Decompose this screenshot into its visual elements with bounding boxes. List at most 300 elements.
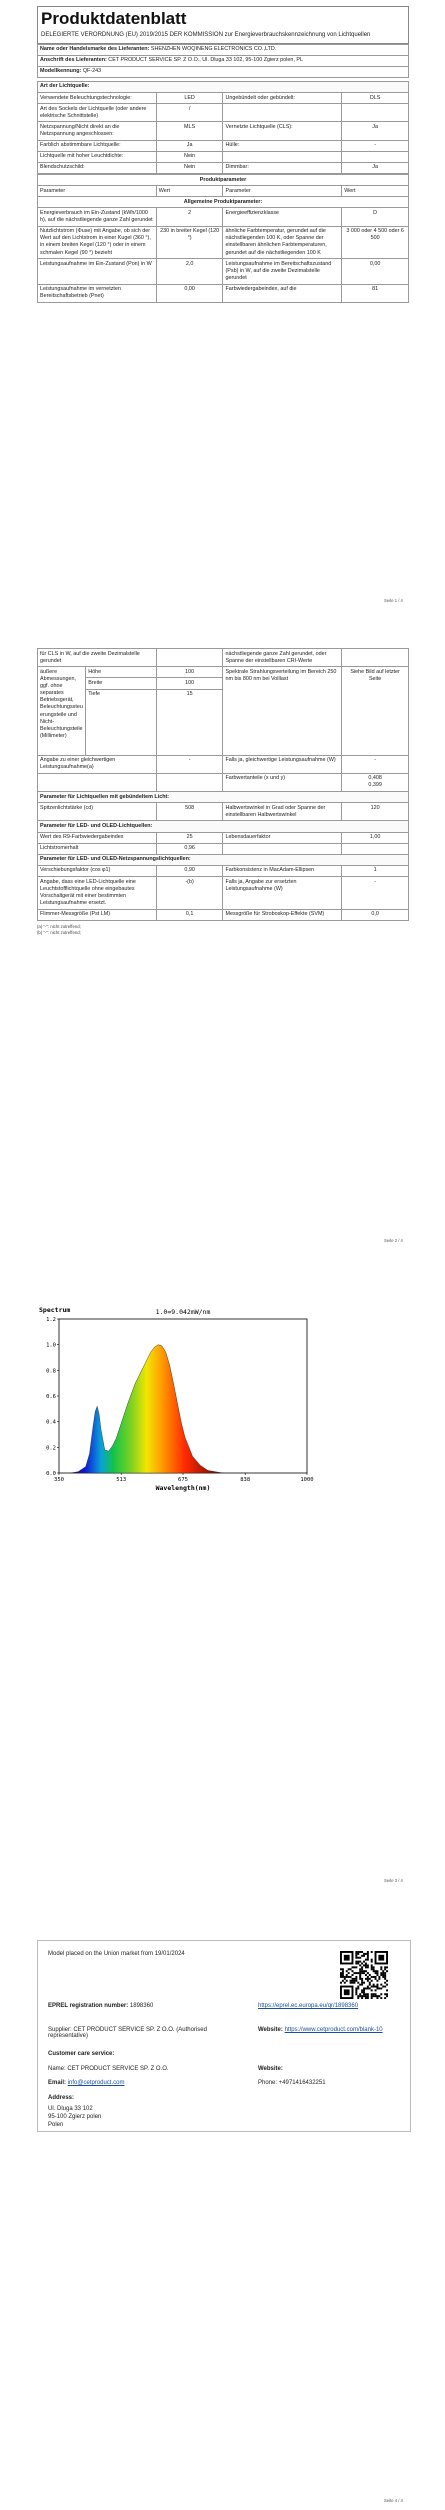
y-tick-label: 0.4 — [46, 1419, 56, 1426]
qr-module — [361, 1978, 363, 1980]
cell: Höhe — [86, 667, 156, 678]
page-2 — [37, 648, 409, 937]
cell: 2 — [156, 208, 223, 226]
qr-module — [384, 1982, 386, 1984]
qr-module — [367, 1957, 369, 1959]
cell: Leistungsaufnahme im Ein-Zustand (Pon) in W — [38, 259, 157, 284]
qr-module — [380, 1997, 382, 1999]
cell: 0,408 0,399 — [342, 773, 409, 791]
qr-module — [363, 1955, 365, 1957]
qr-finder — [378, 1955, 384, 1961]
qr-module — [353, 1982, 355, 1984]
qr-module — [348, 1968, 350, 1970]
qr-module — [386, 1995, 388, 1997]
qr-module — [355, 1989, 357, 1991]
address-line: Ul. Dluga 33 102 — [48, 2106, 93, 2112]
qr-module — [355, 1957, 357, 1959]
product-parameters-table — [37, 174, 409, 303]
cell: Leistungsaufnahme im vernetzten Bereitschaftsbetrieb (Pnet) — [38, 284, 157, 302]
cell: 0,1 — [156, 909, 223, 920]
eprel-label: EPREL registration number: — [48, 2003, 129, 2009]
qr-module — [346, 1980, 348, 1982]
qr-module — [340, 1974, 342, 1976]
qr-module — [340, 1968, 342, 1970]
qr-module — [353, 1980, 355, 1982]
light-source-type-table — [37, 81, 409, 174]
cell: 120 — [342, 803, 409, 821]
qr-module — [342, 1970, 344, 1972]
cell: 0,0 — [342, 909, 409, 920]
qr-module — [369, 1982, 371, 1984]
qr-module — [367, 1951, 369, 1953]
qr-module — [363, 1987, 365, 1989]
qr-module — [353, 1966, 355, 1968]
cell: Farbwiedergabeindex, auf die — [223, 284, 342, 302]
qr-module — [361, 1968, 363, 1970]
qr-module — [384, 1974, 386, 1976]
qr-module — [355, 1966, 357, 1968]
cell — [223, 104, 342, 122]
qr-module — [375, 1986, 377, 1988]
page-number: Seite 4 / 4 — [384, 2498, 403, 2503]
cell: Spektrale Strahlungsverteilung im Bereich 250 nm bis 800 nm bei Volllast — [223, 667, 342, 755]
cell: 0,96 — [156, 843, 223, 854]
qr-module — [373, 1966, 375, 1968]
qr-module — [367, 1980, 369, 1982]
cell: Wert des R9-Farbwiedergabeindex — [38, 832, 157, 843]
qr-module — [365, 1995, 367, 1997]
qr-module — [378, 1978, 380, 1980]
qr-module — [384, 1968, 386, 1970]
qr-module — [363, 1970, 365, 1972]
page-number: Seite 3 / 4 — [384, 1878, 403, 1883]
qr-module — [361, 1995, 363, 1997]
cell: Blendschutzschild: — [38, 162, 157, 173]
y-tick-label: 1.0 — [46, 1342, 56, 1349]
table-row — [38, 226, 409, 259]
qr-module — [369, 1978, 371, 1980]
section-header: Parameter für Lichtquellen mit gebündeltem Licht: — [38, 792, 409, 803]
cell: DLS — [342, 93, 409, 104]
qr-module — [352, 1982, 354, 1984]
model-label: Modellkennung: — [40, 68, 82, 75]
qr-module — [355, 1953, 357, 1955]
cell: 1 — [342, 865, 409, 876]
qr-module — [380, 1974, 382, 1976]
qr-module — [361, 1989, 363, 1991]
qr-module — [371, 1976, 373, 1978]
chart-title: 1.0=9.042mW/nm — [155, 1308, 211, 1316]
cell: Farbkonsistenz in MacAdam-Ellipsen — [223, 865, 342, 876]
qr-module — [365, 1974, 367, 1976]
qr-module — [369, 1984, 371, 1986]
qr-code — [340, 1951, 388, 1999]
qr-module — [382, 1972, 384, 1974]
qr-module — [340, 1982, 342, 1984]
cell — [223, 151, 342, 162]
qr-module — [361, 1972, 363, 1974]
cell: Nein — [156, 162, 223, 173]
cell: nächstliegende ganze Zahl gerundet, oder Spanne der einstellbaren CRI-Werte — [223, 649, 342, 667]
qr-module — [363, 1995, 365, 1997]
x-tick-label: 838 — [240, 1477, 251, 1483]
page-number: Seite 1 / 4 — [384, 598, 403, 603]
cell: 100 — [156, 667, 223, 678]
email-label: Email: — [48, 2080, 67, 2086]
qr-module — [363, 1989, 365, 1991]
qr-module — [367, 1964, 369, 1966]
qr-module — [355, 1963, 357, 1965]
col-header: Wert — [342, 186, 409, 197]
qr-module — [384, 1972, 386, 1974]
cell: Leistungsaufnahme im Bereitschaftszustand (Psb) in W, auf die zweite Dezimalstelle gerundet — [223, 259, 342, 284]
qr-module — [367, 1997, 369, 1999]
qr-module — [359, 1951, 361, 1953]
doc-title: Produktdatenblatt — [37, 6, 409, 31]
cell: Spitzenlichtstärke (cd) — [38, 803, 157, 821]
qr-module — [352, 1966, 354, 1968]
qr-module — [346, 1976, 348, 1978]
eprel-info — [37, 1940, 411, 2132]
qr-module — [344, 1982, 346, 1984]
qr-module — [367, 1995, 369, 1997]
qr-module — [371, 1986, 373, 1988]
qr-module — [346, 1974, 348, 1976]
product-parameters-header: Produktparameter — [38, 175, 409, 186]
qr-module — [371, 1968, 373, 1970]
qr-module — [352, 1974, 354, 1976]
col-header: Wert — [156, 186, 223, 197]
cell: Verschiebungsfaktor (cos φ1) — [38, 865, 157, 876]
qr-module — [386, 1993, 388, 1995]
qr-module — [384, 1997, 386, 1999]
section-header: Parameter für LED- und OLED-Netzspannungslichtquellen: — [38, 854, 409, 865]
qr-module — [384, 1978, 386, 1980]
cell — [342, 104, 409, 122]
qr-module — [367, 1978, 369, 1980]
qr-module — [373, 1986, 375, 1988]
cell: Tiefe — [86, 689, 156, 755]
qr-module — [350, 1968, 352, 1970]
cell: Ja — [156, 140, 223, 151]
qr-module — [382, 1974, 384, 1976]
qr-module — [348, 1976, 350, 1978]
cell: D — [342, 208, 409, 226]
table-row — [38, 773, 409, 791]
qr-module — [342, 1972, 344, 1974]
qr-module — [352, 1978, 354, 1980]
cell: Farbwertanteile (x und y) — [223, 773, 342, 791]
qr-module — [357, 1997, 359, 1999]
cell: - — [342, 877, 409, 910]
table-row — [38, 865, 409, 876]
qr-module — [355, 1987, 357, 1989]
qr-module — [378, 1976, 380, 1978]
cell: LED — [156, 93, 223, 104]
table-row — [38, 803, 409, 821]
x-tick-label: 1000 — [300, 1477, 314, 1483]
qr-module — [361, 1984, 363, 1986]
qr-module — [376, 1986, 378, 1988]
qr-module — [386, 1984, 388, 1986]
cell: Lichtstromerhalt — [38, 843, 157, 854]
qr-module — [357, 1953, 359, 1955]
qr-module — [365, 1966, 367, 1968]
qr-module — [376, 1995, 378, 1997]
cell: Lichtquelle mit hoher Leuchtdichte: — [38, 151, 157, 162]
qr-module — [359, 1972, 361, 1974]
y-tick-label: 0.8 — [46, 1368, 56, 1375]
table-row — [38, 259, 409, 284]
qr-module — [365, 1964, 367, 1966]
qr-module — [357, 1986, 359, 1988]
table-row — [38, 755, 409, 773]
qr-module — [380, 1984, 382, 1986]
placed-on-market: Model placed on the Union market from 19/01/2024 — [48, 1951, 185, 1957]
qr-module — [365, 1953, 367, 1955]
table-row — [38, 162, 409, 173]
eprel-number: 1898360 — [129, 2003, 154, 2009]
qr-code-icon[interactable] — [340, 1951, 388, 1999]
qr-module — [361, 1955, 363, 1957]
supplier-table — [37, 44, 409, 78]
light-source-type-header: Art der Lichtquelle: — [38, 81, 409, 92]
qr-module — [373, 1995, 375, 1997]
qr-module — [373, 1993, 375, 1995]
supplier-name: SHENZHEN WOQINENG ELECTRONICS CO.,LTD. — [150, 46, 277, 52]
qr-module — [361, 1970, 363, 1972]
qr-module — [367, 1993, 369, 1995]
cell: - — [342, 140, 409, 151]
cell: Hülle: — [223, 140, 342, 151]
cell: -(b) — [156, 877, 223, 910]
cell: 15 — [156, 689, 223, 755]
qr-module — [375, 1993, 377, 1995]
qr-module — [342, 1974, 344, 1976]
cell: Nutzlichtstrom (Φuse) mit Angabe, ob sich der Wert auf den Lichtstrom in einer Kugel (360 °), in einem breiten Kegel (120 °) oder in einem schmalen Kegel (90 °) bezieht — [38, 226, 157, 259]
customer-care-name: Name: CET PRODUCT SERVICE SP. Z O.O. — [48, 2066, 169, 2072]
y-tick-label: 0.0 — [46, 1471, 56, 1477]
qr-module — [371, 1966, 373, 1968]
footnotes — [37, 924, 409, 937]
qr-module — [371, 1980, 373, 1982]
qr-module — [375, 1976, 377, 1978]
cell: Messgröße für Stroboskop-Effekte (SVM) — [223, 909, 342, 920]
cell — [342, 151, 409, 162]
qr-module — [359, 1964, 361, 1966]
cell: - — [342, 755, 409, 773]
cell: Vernetzte Lichtquelle (CLS): — [223, 122, 342, 140]
qr-module — [376, 1980, 378, 1982]
y-tick-label: 1.2 — [46, 1317, 56, 1323]
qr-module — [375, 1972, 377, 1974]
qr-module — [344, 1976, 346, 1978]
qr-module — [355, 1961, 357, 1963]
qr-module — [371, 1993, 373, 1995]
qr-module — [376, 1972, 378, 1974]
address-line: 95-100 Zgierz polen — [48, 2114, 102, 2121]
qr-module — [363, 1993, 365, 1995]
x-axis-label: Wavelength(nm) — [155, 1484, 211, 1492]
qr-module — [382, 1986, 384, 1988]
cell: 2,0 — [156, 259, 223, 284]
qr-module — [382, 1970, 384, 1972]
qr-module — [357, 1961, 359, 1963]
product-parameters-table-cont — [37, 648, 409, 921]
cell: Ja — [342, 122, 409, 140]
address-label: Address: — [48, 2095, 75, 2101]
qr-module — [359, 1993, 361, 1995]
qr-module — [350, 1980, 352, 1982]
qr-module — [373, 1970, 375, 1972]
qr-module — [357, 1987, 359, 1989]
cell: Farblich abstimmbare Lichtquelle: — [38, 140, 157, 151]
table-row — [38, 649, 409, 667]
qr-module — [361, 1997, 363, 1999]
qr-module — [384, 1993, 386, 1995]
qr-module — [371, 1989, 373, 1991]
qr-module — [375, 1978, 377, 1980]
footnote: (a) "-": nicht zutreffend; — [37, 923, 81, 929]
qr-module — [376, 1997, 378, 1999]
y-axis-label: Spectrum — [39, 1306, 71, 1314]
qr-module — [365, 1997, 367, 1999]
qr-module — [359, 1961, 361, 1963]
qr-module — [355, 1976, 357, 1978]
table-row — [38, 151, 409, 162]
qr-module — [359, 1968, 361, 1970]
qr-module — [361, 1991, 363, 1993]
table-row — [38, 104, 409, 122]
qr-module — [373, 1984, 375, 1986]
qr-module — [363, 1964, 365, 1966]
qr-module — [355, 1980, 357, 1982]
cell: Angabe zu einer gleichwertigen Leistungsaufnahme(a) — [38, 755, 157, 773]
qr-module — [367, 1959, 369, 1961]
page-number: Seite 2 / 4 — [384, 1238, 403, 1243]
cell: Ungebündelt oder gebündelt: — [223, 93, 342, 104]
col-header: Parameter — [38, 186, 157, 197]
qr-module — [359, 1984, 361, 1986]
qr-module — [380, 1972, 382, 1974]
qr-module — [340, 1972, 342, 1974]
qr-module — [355, 1993, 357, 1995]
qr-module — [371, 1964, 373, 1966]
qr-module — [342, 1980, 344, 1982]
cell: 0,90 — [156, 865, 223, 876]
qr-module — [357, 1963, 359, 1965]
cell: Art des Sockels der Lichtquelle (oder andere elektrische Schnittstelle) — [38, 104, 157, 122]
cell: Nein — [156, 151, 223, 162]
qr-module — [348, 1972, 350, 1974]
email-link[interactable]: info@cetproduct.com — [67, 2080, 125, 2086]
cell: Ja — [342, 162, 409, 173]
table-row — [38, 284, 409, 302]
qr-finder — [344, 1955, 350, 1961]
qr-module — [365, 1970, 367, 1972]
x-tick-label: 675 — [178, 1477, 188, 1483]
qr-module — [359, 1978, 361, 1980]
qr-module — [342, 1976, 344, 1978]
website-label: Website: — [258, 2027, 283, 2033]
y-tick-label: 0.6 — [46, 1394, 56, 1400]
qr-module — [367, 1966, 369, 1968]
qr-module — [376, 1987, 378, 1989]
qr-module — [376, 1974, 378, 1976]
cell: - — [156, 755, 223, 773]
qr-module — [384, 1986, 386, 1988]
qr-module — [361, 1951, 363, 1953]
cell: 3 000 oder 4 500 oder 6 500 — [342, 226, 409, 259]
spectrum-chart — [37, 1303, 321, 1493]
supplier-info: Supplier: CET PRODUCT SERVICE SP. Z O.O. (Authorised representative) — [48, 2027, 207, 2039]
table-row — [38, 208, 409, 226]
qr-module — [357, 1951, 359, 1953]
qr-module — [346, 1970, 348, 1972]
qr-module — [355, 1955, 357, 1957]
table-row — [38, 667, 409, 678]
qr-module — [376, 1984, 378, 1986]
qr-module — [350, 1982, 352, 1984]
cell: Falls ja, gleichwertige Leistungsaufnahme (W) — [223, 755, 342, 773]
address-line: Polen — [48, 2122, 64, 2129]
cell: Dimmbar: — [223, 162, 342, 173]
qr-module — [365, 1963, 367, 1965]
qr-module — [386, 1989, 388, 1991]
cell: ähnliche Farbtemperatur, gerundet auf die nächstliegenden 100 K, oder Spanne der einstellbaren ähnlichen Farbtemperaturen, gerundet auf die nächstliegenden 100 K — [223, 226, 342, 259]
qr-module — [371, 1959, 373, 1961]
page-1 — [37, 6, 409, 303]
model-id: QF-243 — [82, 68, 102, 75]
cell: Flimmer-Messgröße (Pst LM) — [38, 909, 157, 920]
qr-module — [369, 1987, 371, 1989]
qr-module — [359, 1974, 361, 1976]
col-header: Parameter — [223, 186, 342, 197]
cell: Energieverbrauch im Ein-Zustand (kWh/1000 h), auf die nächstliegende ganze Zahl gerundet — [38, 208, 157, 226]
qr-module — [363, 1961, 365, 1963]
cell: 25 — [156, 832, 223, 843]
qr-module — [361, 1966, 363, 1968]
y-tick-label: 0.2 — [46, 1445, 56, 1452]
qr-module — [375, 1970, 377, 1972]
cell: 0,00 — [342, 259, 409, 284]
x-tick-label: 513 — [116, 1477, 127, 1483]
qr-module — [369, 1974, 371, 1976]
general-parameters-header: Allgemeine Produktparameter: — [38, 197, 409, 208]
qr-module — [359, 1970, 361, 1972]
cell: 508 — [156, 803, 223, 821]
qr-module — [357, 1995, 359, 1997]
qr-module — [378, 1995, 380, 1997]
cell: Lebensdauerfaktor — [223, 832, 342, 843]
qr-module — [352, 1970, 354, 1972]
qr-module — [357, 1957, 359, 1959]
eprel-link[interactable]: https://eprel.ec.europa.eu/qr/1898360 — [258, 2003, 359, 2009]
spectrum-chart-svg — [37, 1303, 321, 1493]
cell: Halbwertswinkel in Grad oder Spanne der einstellbaren Halbwertswinkel — [223, 803, 342, 821]
dimensions-label: äußere Abmessungen, ggf. ohne separates Betriebsgerät, Beleuchtungssteuerungsteile und Nicht-Beleuchtungsteile (Millimeter) — [38, 667, 86, 755]
qr-module — [367, 1955, 369, 1957]
qr-module — [357, 1972, 359, 1974]
qr-module — [367, 1953, 369, 1955]
qr-module — [344, 1978, 346, 1980]
qr-module — [371, 1951, 373, 1953]
qr-module — [367, 1976, 369, 1978]
doc-subtitle: DELEGIERTE VERORDNUNG (EU) 2019/2015 DER KOMMISSION zur Energieverbrauchskennzeichnung von Lichtquellen — [37, 31, 409, 44]
website-link[interactable]: https://www.cetproduct.com/blank-10 — [284, 2027, 383, 2033]
qr-module — [373, 1968, 375, 1970]
cell: 100 — [156, 678, 223, 689]
